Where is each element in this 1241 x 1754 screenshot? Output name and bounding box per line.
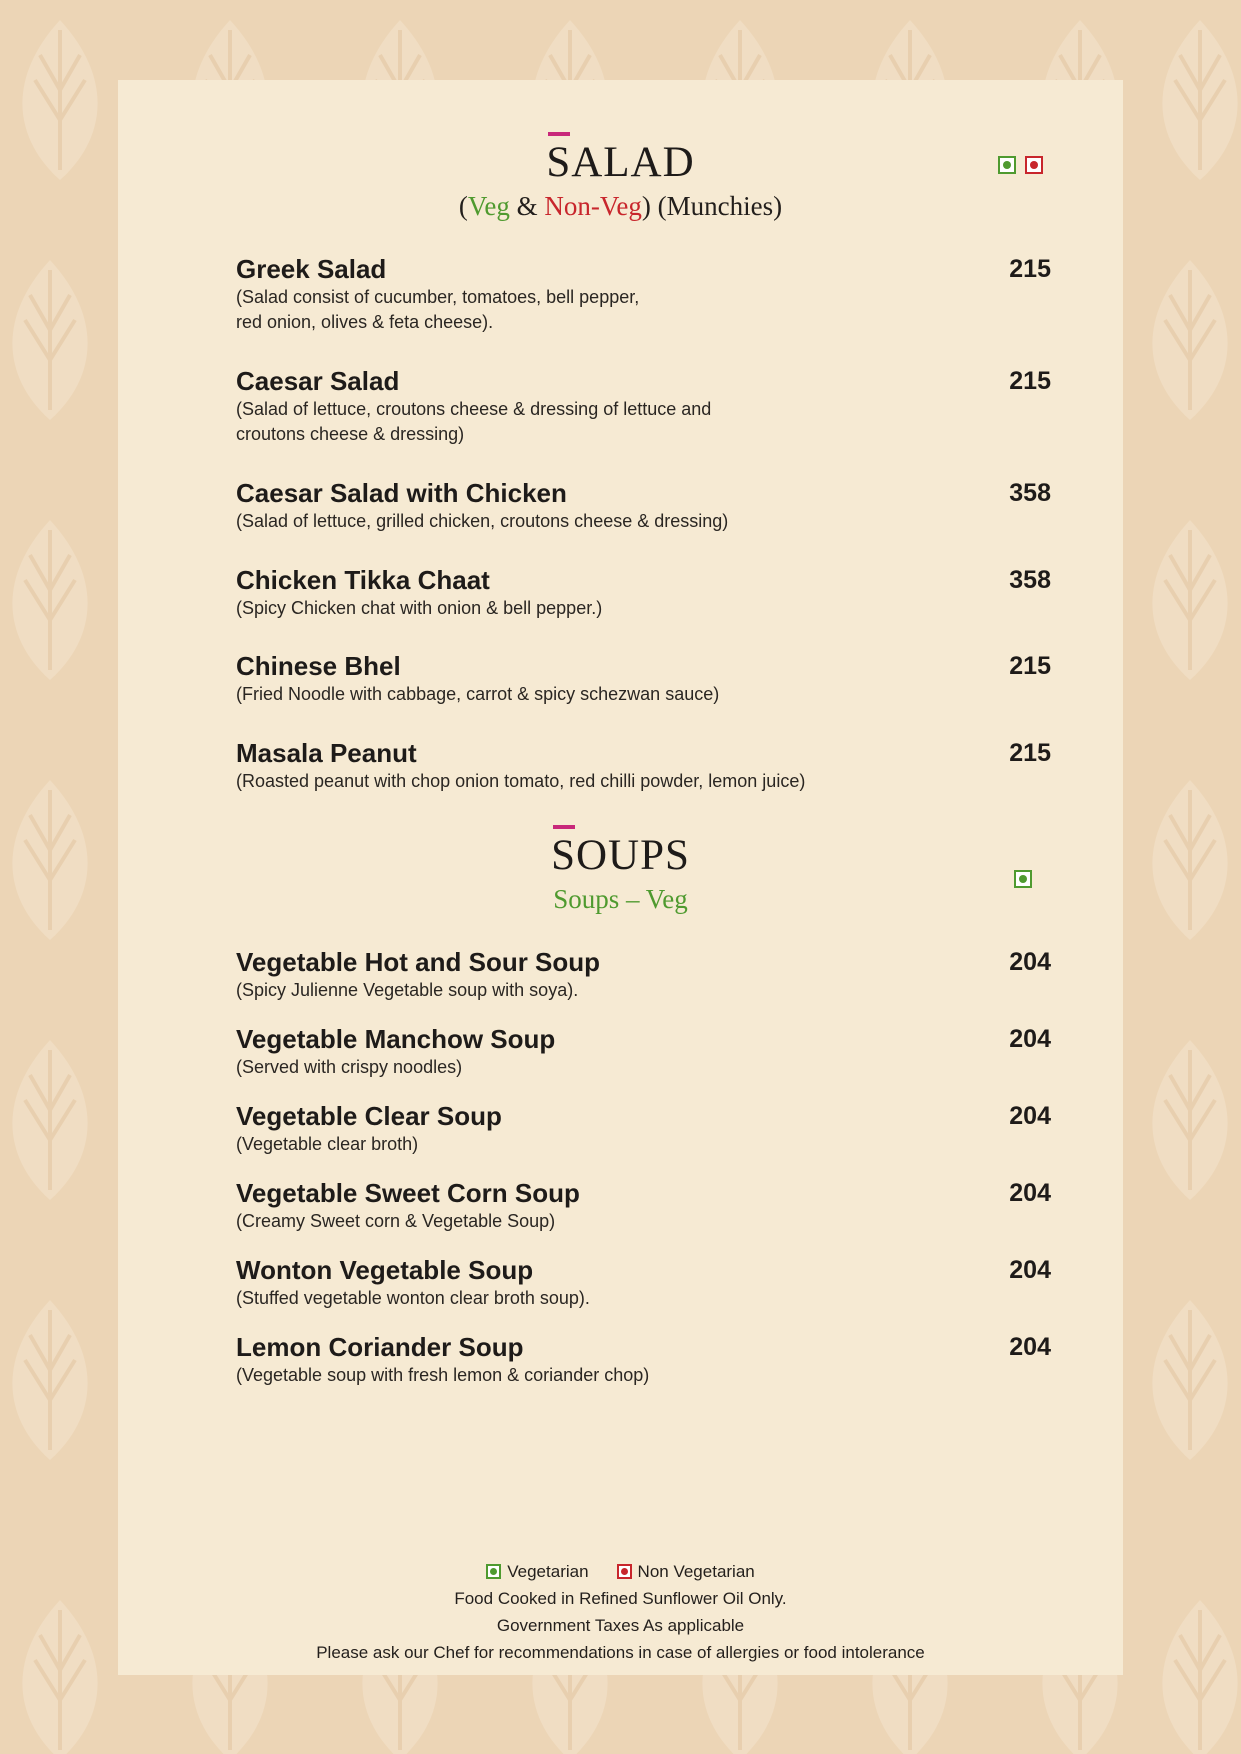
- item-name: Wonton Vegetable Soup: [236, 1255, 534, 1285]
- non-veg-icon: [617, 1564, 632, 1579]
- subtitle-veg: Veg: [467, 191, 510, 221]
- item-name: Greek Salad: [236, 254, 387, 284]
- menu-item: [236, 565, 1051, 621]
- item-price: 358: [1009, 566, 1051, 594]
- item-description: (Salad of lettuce, croutons cheese & dressing of lettuce and: [236, 399, 712, 419]
- item-description: (Fried Noodle with cabbage, carrot & spicy schezwan sauce): [236, 684, 720, 704]
- item-name: Chicken Tikka Chaat: [236, 565, 490, 595]
- diet-legend: [118, 1558, 1123, 1585]
- soups-header: [118, 833, 1123, 915]
- menu-item: [236, 366, 1051, 447]
- tax-note: Government Taxes As applicable: [496, 1616, 745, 1635]
- item-description: (Vegetable soup with fresh lemon & coriander chop): [236, 1365, 650, 1385]
- item-description: croutons cheese & dressing): [236, 424, 465, 444]
- item-description: red onion, olives & feta cheese).: [236, 312, 494, 332]
- item-price: 215: [1009, 652, 1051, 680]
- salad-title-text: SALAD: [546, 139, 695, 186]
- item-description: (Salad consist of cucumber, tomatoes, bell pepper,: [236, 287, 640, 307]
- menu-item: [236, 1178, 1051, 1234]
- subtitle-open: (: [458, 191, 468, 221]
- item-description: (Roasted peanut with chop onion tomato, red chilli powder, lemon juice): [236, 771, 806, 791]
- menu-item: [236, 1024, 1051, 1080]
- salad-header: [118, 140, 1123, 222]
- subtitle-amp: &: [509, 191, 545, 221]
- item-price: 215: [1009, 367, 1051, 395]
- item-description: (Served with crispy noodles): [236, 1057, 463, 1077]
- item-price: 204: [1009, 1256, 1051, 1284]
- menu-footer: [118, 1558, 1123, 1666]
- item-name: Vegetable Sweet Corn Soup: [236, 1178, 580, 1208]
- item-name: Caesar Salad: [236, 366, 400, 396]
- item-description: (Salad of lettuce, grilled chicken, croutons cheese & dressing): [236, 511, 729, 531]
- menu-item: [236, 254, 1051, 335]
- salad-title: [546, 140, 694, 186]
- veg-icon: [998, 156, 1016, 174]
- legend-non-veg-label: Non Vegetarian: [637, 1562, 755, 1581]
- item-name: Caesar Salad with Chicken: [236, 478, 567, 508]
- menu-item: [236, 651, 1051, 707]
- soups-subtitle: Soups – Veg: [553, 884, 688, 914]
- item-name: Lemon Coriander Soup: [236, 1332, 524, 1362]
- item-price: 204: [1009, 948, 1051, 976]
- item-description: (Stuffed vegetable wonton clear broth soup).: [236, 1288, 590, 1308]
- item-name: Vegetable Hot and Sour Soup: [236, 947, 601, 977]
- menu-item: [236, 1332, 1051, 1388]
- item-price: 358: [1009, 479, 1051, 507]
- veg-icon: [486, 1564, 501, 1579]
- menu-item: [236, 947, 1051, 1003]
- veg-icon: [1014, 870, 1032, 888]
- soups-title-text: SOUPS: [551, 832, 690, 879]
- menu-item: [236, 478, 1051, 534]
- item-name: Masala Peanut: [236, 738, 417, 768]
- menu-item: [236, 1255, 1051, 1311]
- subtitle-close: ) (Munchies): [641, 191, 783, 221]
- item-name: Chinese Bhel: [236, 651, 401, 681]
- item-price: 204: [1009, 1179, 1051, 1207]
- item-price: 204: [1009, 1102, 1051, 1130]
- item-price: 215: [1009, 739, 1051, 767]
- oil-note: Food Cooked in Refined Sunflower Oil Only.: [454, 1589, 787, 1608]
- item-description: (Spicy Chicken chat with onion & bell pepper.): [236, 598, 603, 618]
- item-description: (Creamy Sweet corn & Vegetable Soup): [236, 1211, 556, 1231]
- item-price: 204: [1009, 1333, 1051, 1361]
- subtitle-non-veg: Non-Veg: [544, 191, 642, 221]
- salad-subtitle: [118, 190, 1123, 222]
- item-price: 204: [1009, 1025, 1051, 1053]
- item-description: (Vegetable clear broth): [236, 1134, 419, 1154]
- menu-item: [236, 738, 1051, 794]
- item-description: (Spicy Julienne Vegetable soup with soya).: [236, 980, 579, 1000]
- non-veg-icon: [1025, 156, 1043, 174]
- menu-card: [118, 80, 1123, 1675]
- item-name: Vegetable Manchow Soup: [236, 1024, 556, 1054]
- item-name: Vegetable Clear Soup: [236, 1101, 502, 1131]
- menu-item: [236, 1101, 1051, 1157]
- legend-veg-label: Vegetarian: [507, 1562, 589, 1581]
- item-price: 215: [1009, 255, 1051, 283]
- title-accent-bar: [548, 132, 570, 136]
- soups-title: [551, 833, 690, 879]
- title-accent-bar: [553, 825, 575, 829]
- allergy-note: Please ask our Chef for recommendations in case of allergies or food intolerance: [316, 1643, 925, 1662]
